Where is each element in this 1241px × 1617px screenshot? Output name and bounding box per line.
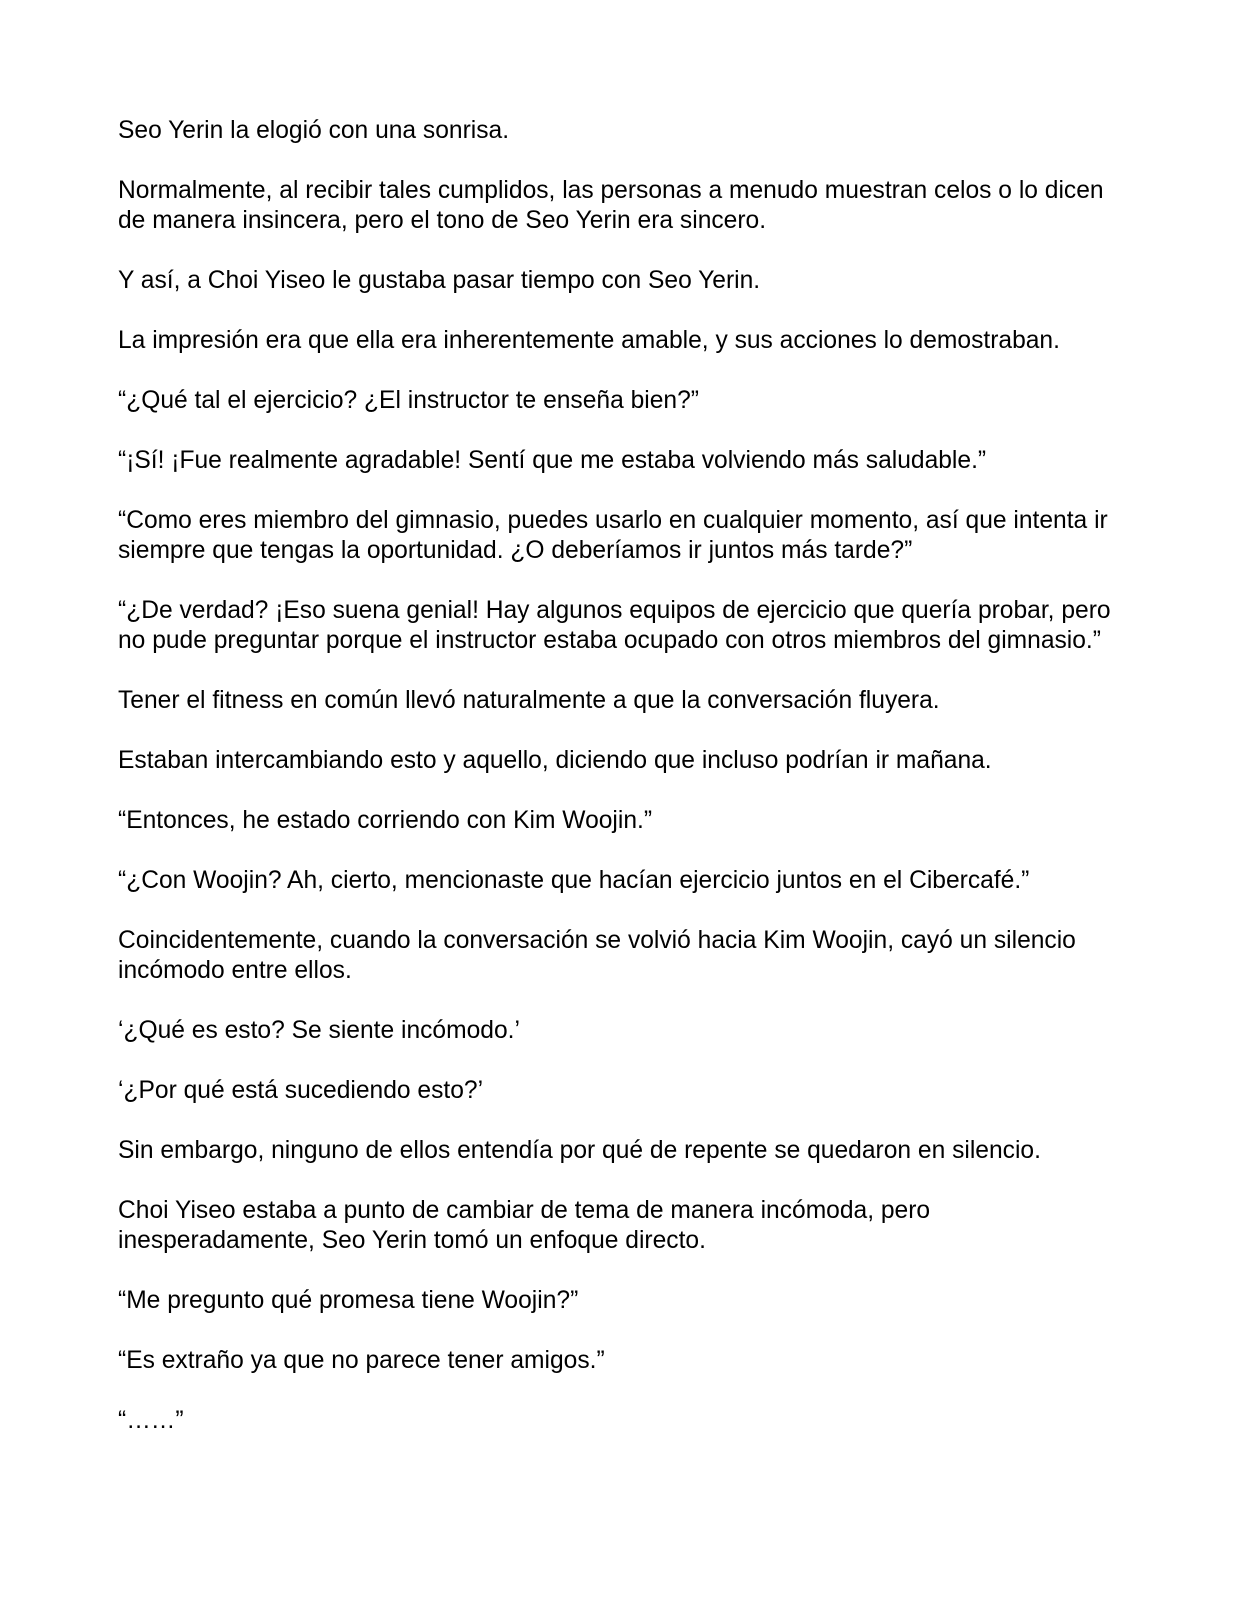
paragraph: “¡Sí! ¡Fue realmente agradable! Sentí que me estaba volviendo más saludable.” <box>118 447 987 474</box>
paragraph: “Es extraño ya que no parece tener amigos.” <box>118 1347 605 1374</box>
document-body <box>118 116 1118 1466</box>
paragraph: Y así, a Choi Yiseo le gustaba pasar tiempo con Seo Yerin. <box>118 267 761 294</box>
paragraph: “Como eres miembro del gimnasio, puedes usarlo en cualquier momento, así que intenta ir siempre que tengas la oportunidad. ¿O deberíamos ir juntos más tarde?” <box>118 507 1108 564</box>
paragraph: La impresión era que ella era inherentemente amable, y sus acciones lo demostraban. <box>118 327 1060 354</box>
paragraph: Normalmente, al recibir tales cumplidos, las personas a menudo muestran celos o lo dicen de manera insincera, pero el tono de Seo Yerin era sincero. <box>118 177 1104 234</box>
paragraph: Choi Yiseo estaba a punto de cambiar de tema de manera incómoda, pero inesperadamente, Seo Yerin tomó un enfoque directo. <box>118 1197 931 1254</box>
paragraph: Sin embargo, ninguno de ellos entendía por qué de repente se quedaron en silencio. <box>118 1137 1041 1164</box>
paragraph: “¿Qué tal el ejercicio? ¿El instructor te enseña bien?” <box>118 387 699 414</box>
paragraph: “Entonces, he estado corriendo con Kim Woojin.” <box>118 807 653 834</box>
paragraph: Seo Yerin la elogió con una sonrisa. <box>118 117 510 144</box>
paragraph: ‘¿Por qué está sucediendo esto?’ <box>118 1077 484 1104</box>
paragraph: ‘¿Qué es esto? Se siente incómodo.’ <box>118 1017 520 1044</box>
paragraph: Coincidentemente, cuando la conversación se volvió hacia Kim Woojin, cayó un silencio incómodo entre ellos. <box>118 927 1076 984</box>
paragraph: Estaban intercambiando esto y aquello, diciendo que incluso podrían ir mañana. <box>118 747 992 774</box>
paragraph: “Me pregunto qué promesa tiene Woojin?” <box>118 1287 579 1314</box>
paragraph: “……” <box>118 1407 184 1434</box>
paragraph: “¿De verdad? ¡Eso suena genial! Hay algunos equipos de ejercicio que quería probar, pero no pude preguntar porque el instructor estaba ocupado con otros miembros del gimnasio.” <box>118 597 1111 654</box>
paragraph: Tener el fitness en común llevó naturalmente a que la conversación fluyera. <box>118 687 940 714</box>
paragraph: “¿Con Woojin? Ah, cierto, mencionaste que hacían ejercicio juntos en el Cibercafé.” <box>118 867 1030 894</box>
